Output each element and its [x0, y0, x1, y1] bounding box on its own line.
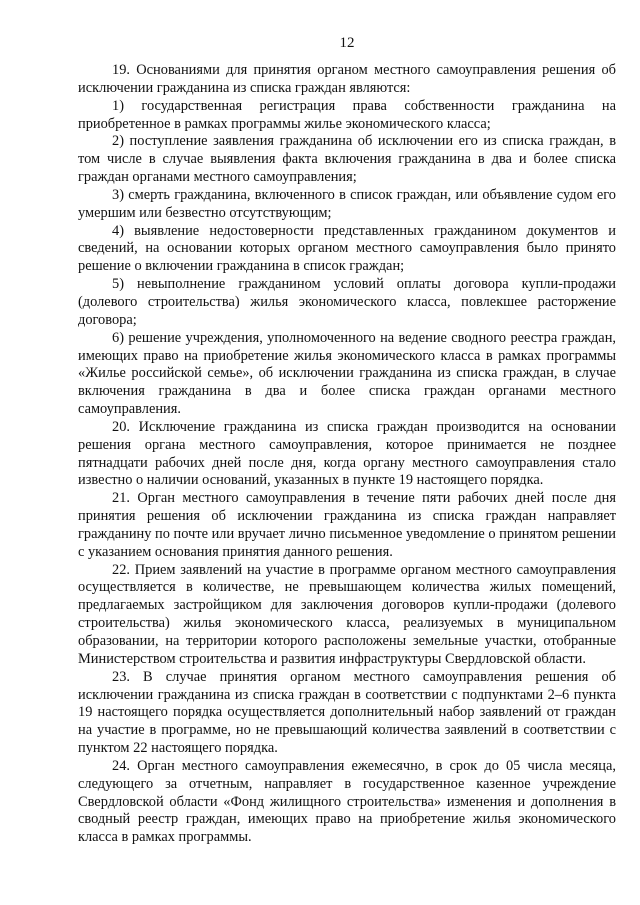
paragraph-20: 20. Исключение гражданина из списка граждан производится на основании решения органа местного самоуправления, которое принимается не позднее пятнадцати рабочих дней после дня, когда органу местного самоуправления стало известно о наличии оснований, указанных в пункте 19 настоящего порядка. — [78, 418, 616, 489]
paragraph-21: 21. Орган местного самоуправления в течение пяти рабочих дней после дня принятия решения об исключении гражданина из списка граждан направляет гражданину по почте или вручает лично письменное уведомление о принятом решении с указанием основания принятия данного решения. — [78, 490, 616, 560]
paragraph-23: 23. В случае принятия органом местного самоуправления решения об исключении гражданина из списка граждан в соответствии с подпунктами 2–6 пункта 19 настоящего порядка осуществляется дополнительный набор заявлений от граждан на участие в программе, но не превышающий количества заявлений в соответствии с пунктом 22 настоящего порядка. — [78, 668, 616, 757]
document-page — [78, 34, 616, 847]
paragraph-19-item-3: 3) смерть гражданина, включенного в список граждан, или объявление судом его умершим или безвестно отсутствующим; — [78, 186, 616, 221]
page-number: 12 — [339, 35, 355, 51]
paragraph-19-item-2: 2) поступление заявления гражданина об исключении его из списка граждан, в том числе в случае выявления факта включения гражданина в два и более списка граждан органами местного самоуправления; — [78, 133, 616, 186]
paragraph-22: 22. Прием заявлений на участие в программе органом местного самоуправления осуществляется в количестве, не превышающем количества жилых помещений, предлагаемых застройщиком для заключения договоров купли-продажи (долевого строительства) жилья экономического класса, реализуемых в муниципальном образовании, на территории которого расположены земельные участки, отобранные Министерством строительства и развития инфраструктуры Свердловской области. — [78, 561, 616, 667]
paragraph-19-item-5: 5) невыполнение гражданином условий оплаты договора купли-продажи (долевого строительства) жилья экономического класса, повлекшее расторжение договора; — [78, 276, 616, 328]
paragraph-19-item-4: 4) выявление недостоверности представленных гражданином документов и сведений, на основании которых органом местного самоуправления было принято решение о включении гражданина в список граждан; — [78, 222, 616, 275]
paragraph-19-item-1: 1) государственная регистрация права собственности гражданина на приобретенное в рамках программы жилье экономического класса; — [78, 97, 616, 132]
paragraph-24: 24. Орган местного самоуправления ежемесячно, в срок до 05 числа месяца, следующего за отчетным, направляет в государственное казенное учреждение Свердловской области «Фонд жилищного строительства» изменения и дополнения в сводный реестр граждан, имеющих право на приобретение жилья экономического класса в рамках программы. — [78, 757, 616, 846]
paragraph-19-item-6: 6) решение учреждения, уполномоченного на ведение сводного реестра граждан, имеющих право на приобретение жилья экономического класса в рамках программы «Жилье российской семье», об исключении гражданина из списка граждан, в случае включения гражданина в два и более списка граждан органами местного самоуправления. — [78, 329, 616, 418]
paragraph-19: 19. Основаниями для принятия органом местного самоуправления решения об исключении гражданина из списка граждан являются: — [78, 62, 616, 96]
